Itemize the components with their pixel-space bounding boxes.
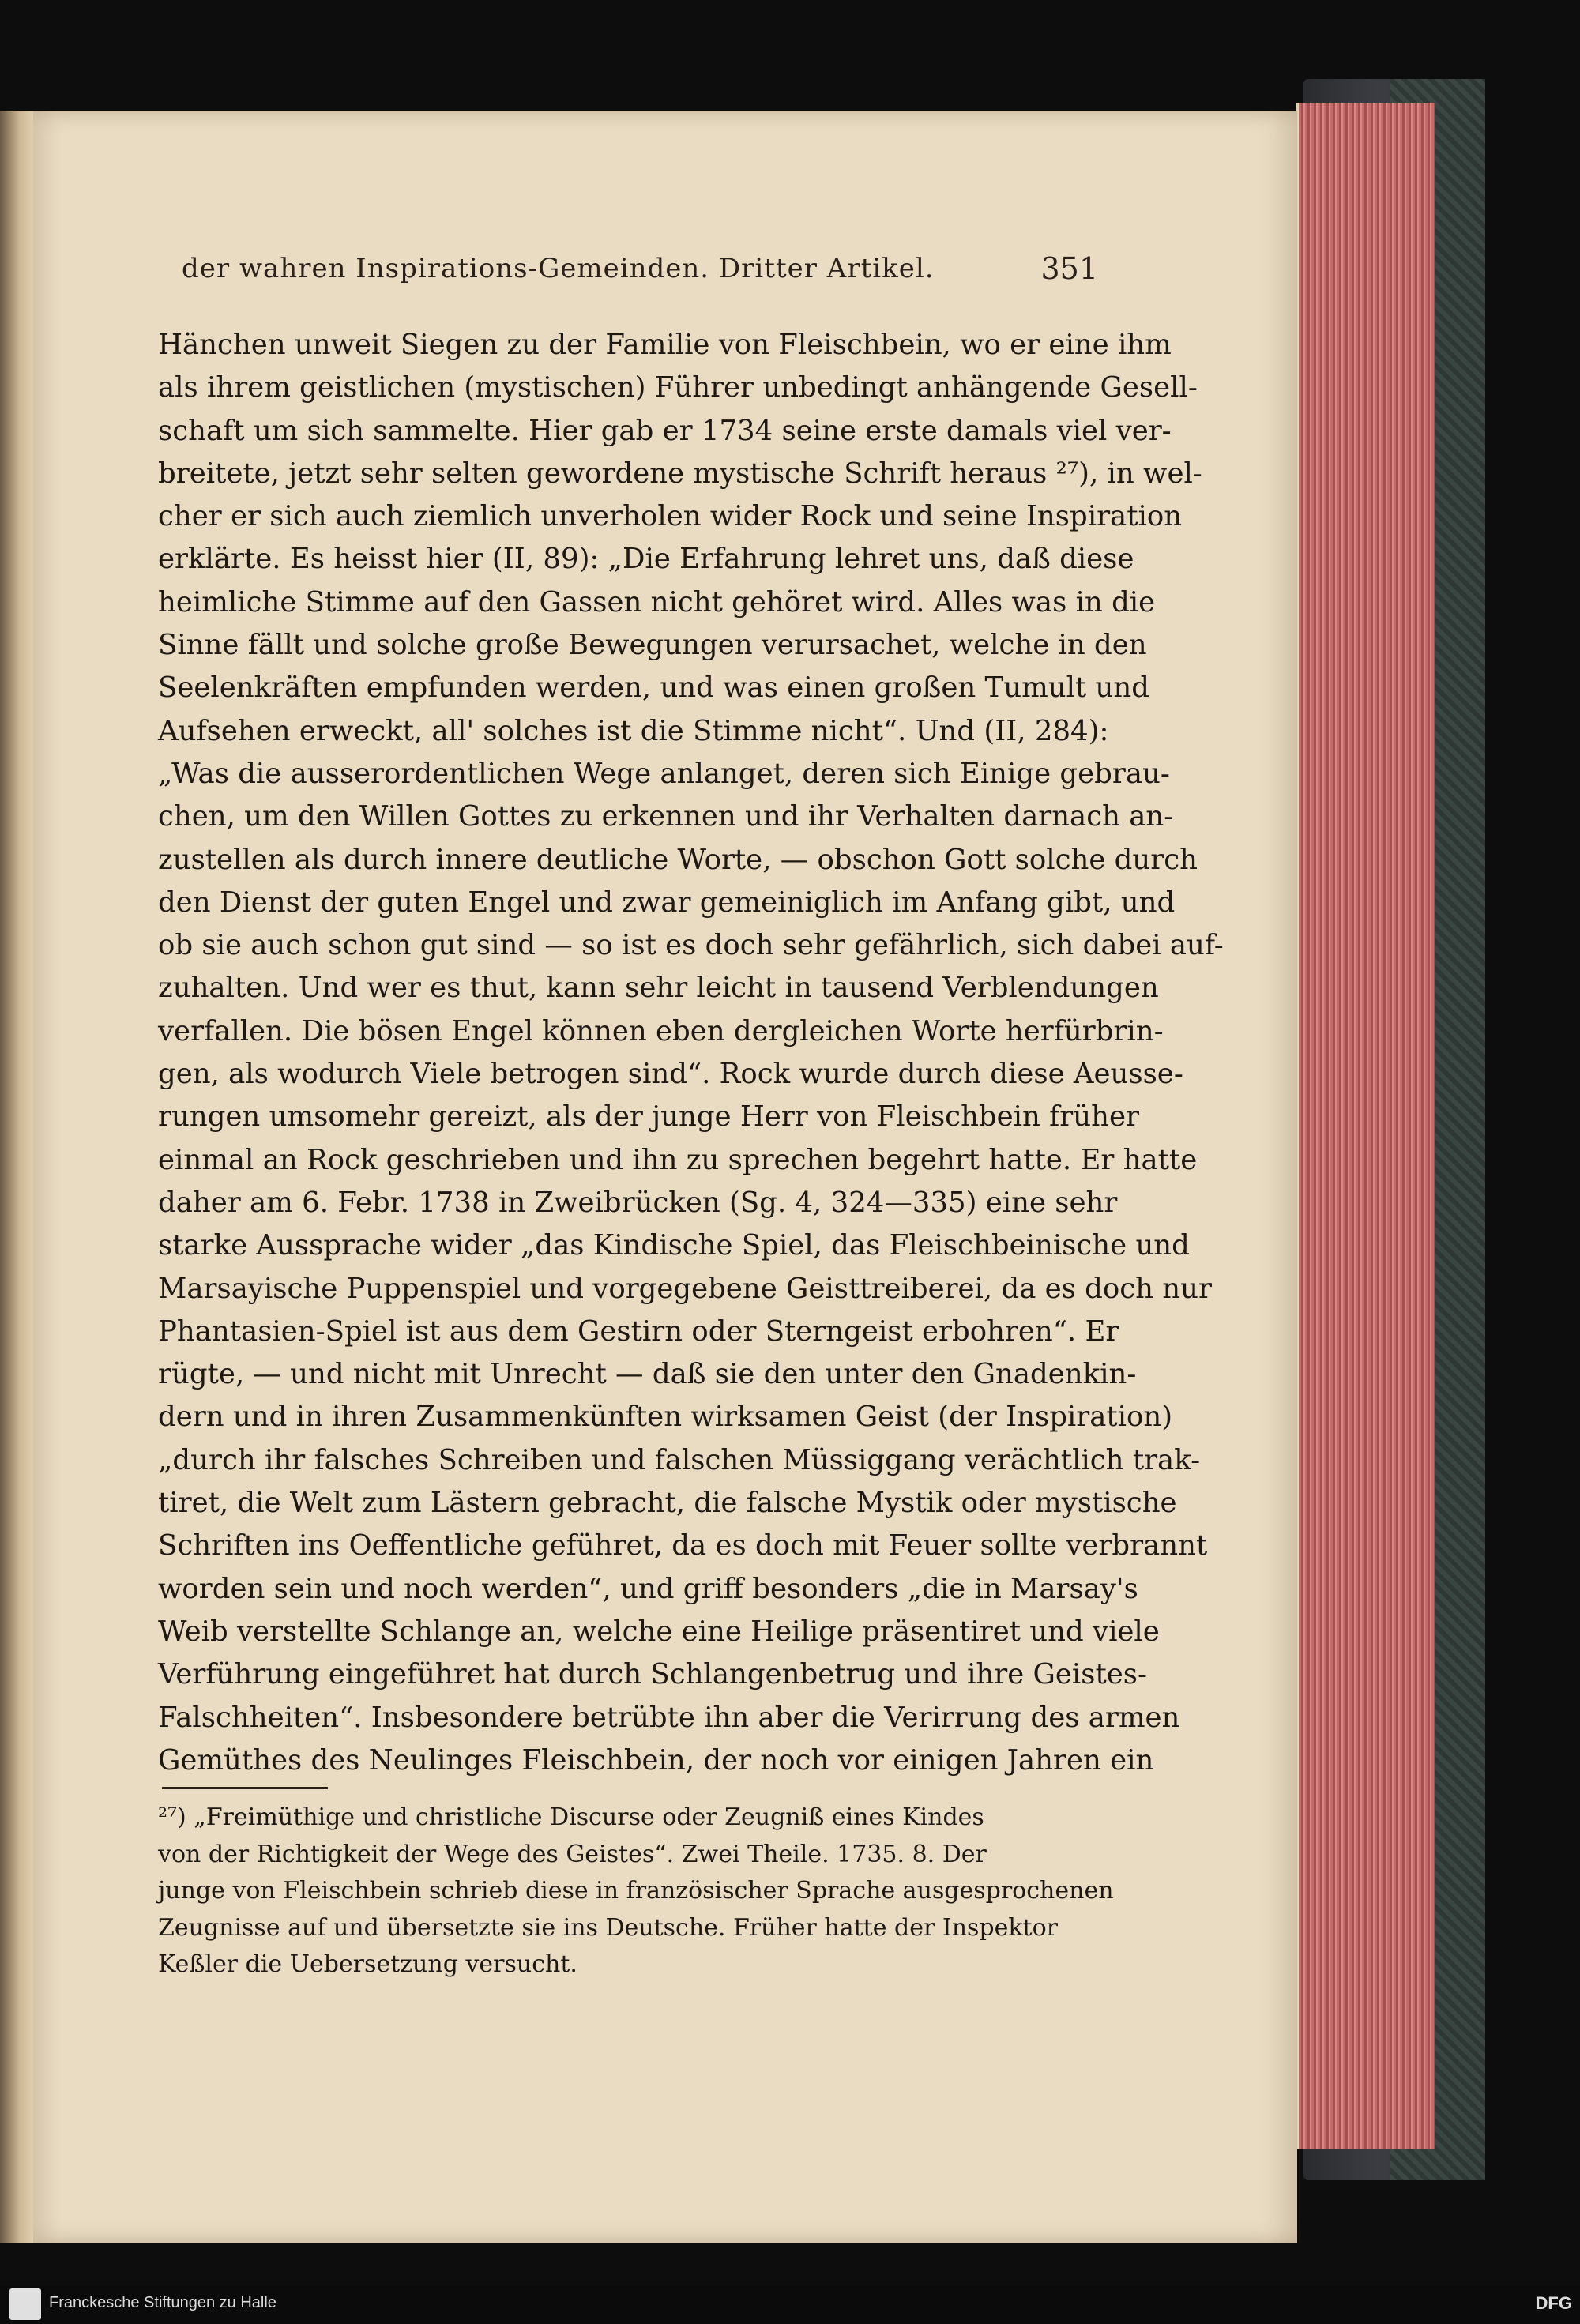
dfg-badge: DFG [1535, 2293, 1572, 2313]
text-line: „durch ihr falsches Schreiben und falschen Müssiggang verächtlich trak- [158, 1443, 1201, 1476]
text-line: worden sein und noch werden“, und griff besonders „die in Marsay's [158, 1572, 1138, 1605]
text-line: verfallen. Die bösen Engel können eben dergleichen Worte herfürbrin- [158, 1014, 1164, 1047]
text-line: heimliche Stimme auf den Gassen nicht gehöret wird. Alles was in die [158, 585, 1156, 619]
text-line: Gemüthes des Neulinges Fleischbein, der noch vor einigen Jahren ein [158, 1743, 1154, 1777]
page-edges [1296, 103, 1435, 2149]
text-line: cher er sich auch ziemlich unverholen wider Rock und seine Inspiration [158, 500, 1183, 533]
text-line: Marsayische Puppenspiel und vorgegebene Geisttreiberei, da es doch nur [158, 1272, 1212, 1305]
text-line: Aufsehen erweckt, all' solches ist die Stimme nicht“. Und (II, 284): [158, 714, 1109, 747]
body-text [158, 324, 1224, 1782]
text-line: zuhalten. Und wer es thut, kann sehr leicht in tausend Verblendungen [158, 972, 1159, 1005]
text-line: „Was die ausserordentlichen Wege anlanget, deren sich Einige gebrau- [158, 757, 1170, 790]
text-line: einmal an Rock geschrieben und ihn zu sprechen begehrt hatte. Er hatte [158, 1143, 1198, 1176]
text-line: Falschheiten“. Insbesondere betrübte ihn aber die Verirrung des armen [158, 1701, 1180, 1734]
text-line: schaft um sich sammelte. Hier gab er 1734 seine erste damals viel ver- [158, 414, 1172, 447]
footnote-line: ²⁷) „Freimüthige und christliche Discurse oder Zeugniß eines Kindes [158, 1803, 984, 1831]
page-number: 351 [1040, 251, 1098, 286]
text-line: dern und in ihren Zusammenkünften wirksamen Geist (der Inspiration) [158, 1401, 1173, 1434]
running-head: der wahren Inspirations-Gemeinden. Dritter Artikel. [182, 253, 935, 284]
text-line: Seelenkräften empfunden werden, und was einen großen Tumult und [158, 671, 1149, 705]
text-line: rügte, — und nicht mit Unrecht — daß sie den unter den Gnadenkin- [158, 1358, 1137, 1391]
footnote-line: junge von Fleischbein schrieb diese in französischer Sprache ausgesprochenen [158, 1877, 1114, 1905]
text-line: starke Aussprache wider „das Kindische Spiel, das Fleischbeinische und [158, 1229, 1190, 1262]
text-line: Verführung eingeführet hat durch Schlangenbetrug und ihre Geistes- [158, 1658, 1147, 1691]
footnote-line: Zeugnisse auf und übersetzte sie ins Deutsche. Früher hatte der Inspektor [158, 1913, 1059, 1942]
text-line: Phantasien-Spiel ist aus dem Gestirn oder Sterngeist erbohren“. Er [158, 1314, 1119, 1348]
text-line: Hänchen unweit Siegen zu der Familie von Fleischbein, wo er eine ihm [158, 329, 1172, 361]
left-page-edge [0, 111, 33, 2243]
text-line: Schriften ins Oeffentliche geführet, da es doch mit Feuer sollte verbrannt [158, 1529, 1208, 1562]
footnote-line: von der Richtigkeit der Wege des Geistes“. Zwei Theile. 1735. 8. Der [158, 1840, 987, 1868]
text-line: tiret, die Welt zum Lästern gebracht, die falsche Mystik oder mystische [158, 1487, 1177, 1520]
text-line: den Dienst der guten Engel und zwar gemeiniglich im Anfang gibt, und [158, 886, 1176, 919]
footnote-rule [162, 1787, 328, 1789]
footnote [158, 1799, 1114, 1984]
text-line: breitete, jetzt sehr selten gewordene mystische Schrift heraus ²⁷), in wel- [158, 457, 1202, 490]
text-line: zustellen als durch innere deutliche Worte, — obschon Gott solche durch [158, 843, 1198, 876]
text-line: erklärte. Es heisst hier (II, 89): „Die Erfahrung lehret uns, daß diese [158, 543, 1134, 576]
text-line: daher am 6. Febr. 1738 in Zweibrücken (Sg. 4, 324—335) eine sehr [158, 1186, 1118, 1219]
text-line: gen, als wodurch Viele betrogen sind“. Rock wurde durch diese Aeusse- [158, 1058, 1183, 1091]
institution-logo-icon [9, 2288, 41, 2320]
institution-name: Franckesche Stiftungen zu Halle [49, 2294, 276, 2311]
text-line: Weib verstellte Schlange an, welche eine Heilige präsentiret und viele [158, 1615, 1160, 1648]
text-line: ob sie auch schon gut sind — so ist es doch sehr gefährlich, sich dabei auf- [158, 929, 1224, 962]
footnote-line: Keßler die Uebersetzung versucht. [158, 1950, 577, 1978]
text-line: als ihrem geistlichen (mystischen) Führer unbedingt anhängende Gesell- [158, 371, 1198, 404]
text-line: rungen umsomehr gereizt, als der junge Herr von Fleischbein früher [158, 1100, 1139, 1134]
text-line: chen, um den Willen Gottes zu erkennen und ihr Verhalten darnach an- [158, 800, 1174, 833]
text-line: Sinne fällt und solche große Bewegungen verursachet, welche in den [158, 629, 1147, 662]
